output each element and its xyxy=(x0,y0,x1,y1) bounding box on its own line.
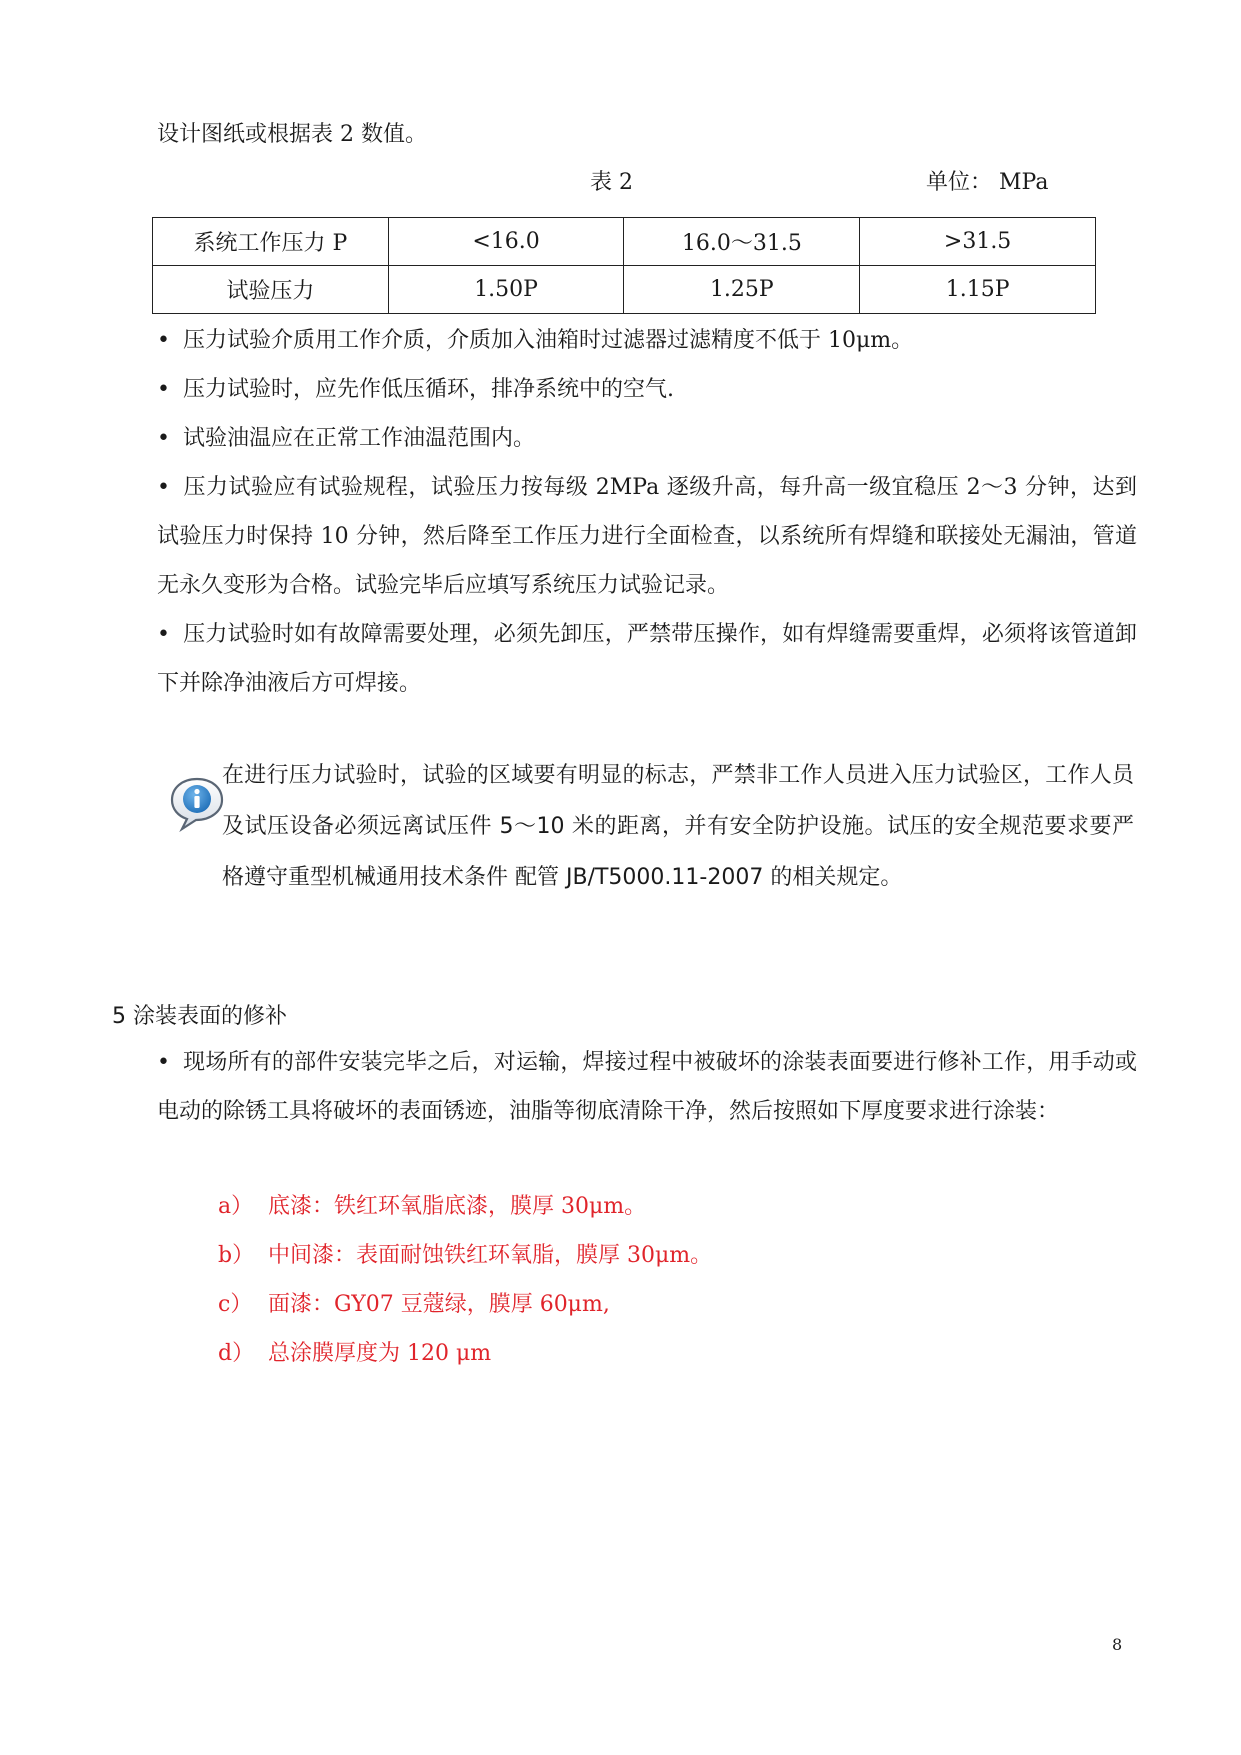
bullet-mark: • xyxy=(157,622,170,647)
list-item xyxy=(157,365,1137,414)
list-item xyxy=(157,463,1137,610)
item-text: 中间漆：表面耐蚀铁红环氧脂，膜厚 30μm。 xyxy=(268,1243,713,1268)
table-cell: 1.15P xyxy=(860,266,1096,314)
bullet-mark: • xyxy=(157,328,170,353)
item-letter: b） xyxy=(218,1243,255,1268)
coating-list xyxy=(218,1182,1018,1378)
table-row xyxy=(153,218,1096,266)
table-cell: >31.5 xyxy=(860,218,1096,266)
list-item xyxy=(218,1231,1018,1280)
bullet-text: 压力试验时，应先作低压循环，排净系统中的空气. xyxy=(183,377,674,402)
bullet-mark: • xyxy=(157,426,170,451)
safety-notice: 在进行压力试验时，试验的区域要有明显的标志，严禁非工作人员进入压力试验区，工作人员及试压设备必须远离试压件 5～10 米的距离，并有安全防护设施。试压的安全规范要求要严格遵守重型机械通用技术条件 配管 JB/T5000.11-2007 的相关规定。 xyxy=(222,763,1134,890)
table-cell: 1.50P xyxy=(388,266,624,314)
item-text: 面漆：GY07 豆蔻绿，膜厚 60μm, xyxy=(268,1292,610,1317)
bullet-text: 试验油温应在正常工作油温范围内。 xyxy=(183,426,536,451)
table-caption: 表 2 xyxy=(590,170,633,195)
bullet-mark: • xyxy=(157,377,170,402)
bullet-text: 现场所有的部件安装完毕之后，对运输，焊接过程中被破坏的涂装表面要进行修补工作，用手动或电动的除锈工具将破坏的表面锈迹，油脂等彻底清除干净，然后按照如下厚度要求进行涂装： xyxy=(157,1050,1137,1124)
table-cell: 试验压力 xyxy=(153,266,389,314)
list-item xyxy=(157,1038,1137,1136)
table-cell: 16.0～31.5 xyxy=(624,218,860,266)
table-row xyxy=(153,266,1096,314)
pressure-table xyxy=(152,217,1096,314)
list-item xyxy=(218,1329,1018,1378)
bullet-mark: • xyxy=(157,475,170,500)
item-letter: d） xyxy=(218,1341,255,1366)
table-cell: 1.25P xyxy=(624,266,860,314)
bullet-mark: • xyxy=(157,1050,170,1075)
section-title: 5 涂装表面的修补 xyxy=(112,1004,287,1029)
table-cell: <16.0 xyxy=(388,218,624,266)
list-item xyxy=(157,316,1137,365)
list-item xyxy=(157,610,1137,708)
info-icon xyxy=(168,776,226,832)
table-cell: 系统工作压力 P xyxy=(153,218,389,266)
item-letter: c） xyxy=(218,1292,253,1317)
item-text: 总涂膜厚度为 120 μm xyxy=(268,1341,492,1366)
item-text: 底漆：铁红环氧脂底漆，膜厚 30μm。 xyxy=(268,1194,647,1219)
item-letter: a） xyxy=(218,1194,254,1219)
bullet-text: 压力试验介质用工作介质，介质加入油箱时过滤器过滤精度不低于 10μm。 xyxy=(183,328,914,353)
bullet-list xyxy=(157,316,1137,708)
bullet-text: 压力试验时如有故障需要处理，必须先卸压，严禁带压操作，如有焊缝需要重焊，必须将该管道卸下并除净油液后方可焊接。 xyxy=(157,622,1137,696)
section-bullet xyxy=(157,1038,1137,1136)
bullet-text: 压力试验应有试验规程，试验压力按每级 2MPa 逐级升高，每升高一级宜稳压 2～3 分钟，达到试验压力时保持 10 分钟，然后降至工作压力进行全面检查，以系统所有焊缝和联接处无漏油，管道无永久变形为合格。试验完毕后应填写系统压力试验记录。 xyxy=(157,475,1137,598)
intro-text: 设计图纸或根据表 2 数值。 xyxy=(157,122,427,147)
list-item xyxy=(218,1280,1018,1329)
list-item xyxy=(157,414,1137,463)
page-number: 8 xyxy=(1112,1635,1123,1654)
list-item xyxy=(218,1182,1018,1231)
table-unit: 单位： MPa xyxy=(926,170,1049,195)
